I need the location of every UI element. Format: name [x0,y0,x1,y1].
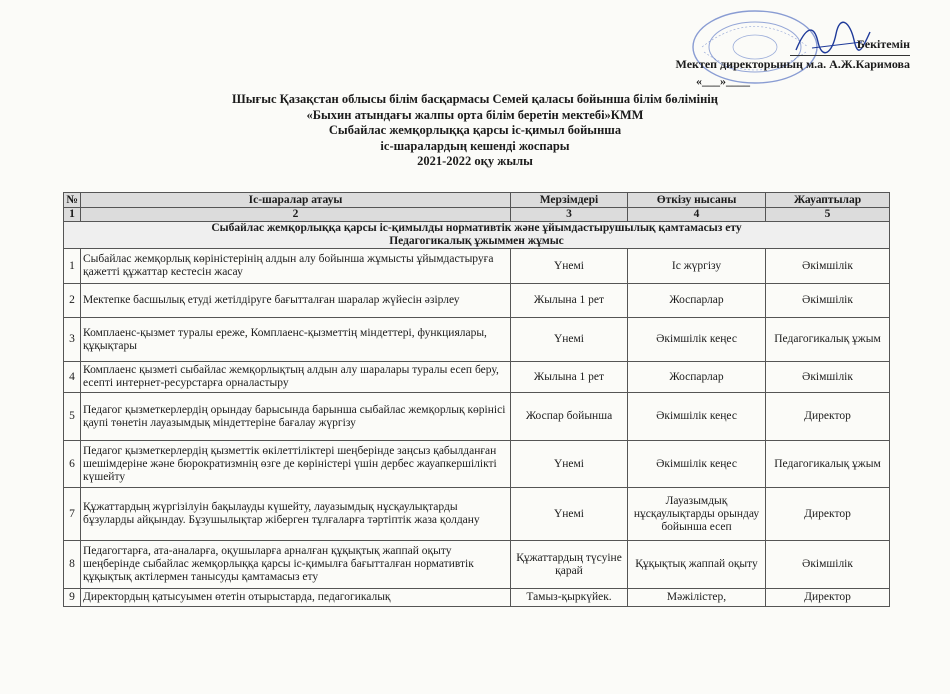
col-header-number: № [64,193,81,208]
row-number: 3 [64,318,81,362]
row-term: Құжаттардың түсуіне қарай [511,541,628,589]
col-number: 5 [766,208,890,222]
title-line-3: Сыбайлас жемқорлыққа қарсы іс-қимыл бойынша [328,123,622,137]
plan-table [63,192,890,607]
col-number: 1 [64,208,81,222]
title-line-5: 2021-2022 оқу жылы [417,154,533,168]
row-responsible: Әкімшілік [766,362,890,393]
document-title [0,92,950,170]
row-number: 8 [64,541,81,589]
approval-block [620,36,910,90]
row-activity: Мектепке басшылық етуді жетілдіруге бағытталған шаралар жүйесін әзірлеу [81,284,511,318]
table-row [64,488,890,541]
row-form: Лауазымдық нұсқаулықтарды орындау бойынша есеп [628,488,766,541]
row-responsible: Педагогикалық ұжым [766,441,890,488]
table-row [64,318,890,362]
row-responsible: Әкімшілік [766,249,890,284]
row-term: Үнемі [511,441,628,488]
table-row [64,249,890,284]
row-form: Жоспарлар [628,284,766,318]
table-row [64,441,890,488]
row-term: Үнемі [511,318,628,362]
row-responsible: Әкімшілік [766,541,890,589]
table-row [64,362,890,393]
row-term: Үнемі [511,249,628,284]
row-activity: Сыбайлас жемқорлық көріністерінің алдын алу бойынша жұмысты ұйымдастыруға қажетті құжаттар кестесін жасау [81,249,511,284]
section-heading [64,222,890,249]
row-number: 5 [64,393,81,441]
approval-director: Мектеп директорының м.а. А.Ж.Каримова [675,57,910,71]
col-number: 4 [628,208,766,222]
row-number: 9 [64,589,81,607]
col-header-form: Өткізу нысаны [628,193,766,208]
title-line-2: «Быхин атындағы жалпы орта білім беретін мектебі»КММ [306,107,644,122]
title-line-1: Шығыс Қазақстан облысы білім басқармасы Семей қаласы бойынша білім бөлімінің [232,92,718,106]
table-row [64,541,890,589]
row-responsible: Директор [766,589,890,607]
approval-label: Бекітемін [856,37,910,51]
row-responsible: Директор [766,393,890,441]
row-activity: Педагог қызметкерлердің орындау барысында барынша сыбайлас жемқорлық көрінісі қаупі төнетін лауазымдық міндеттеріне бағалау жүргізу [81,393,511,441]
section-title: Сыбайлас жемқорлыққа қарсы іс-қимылды нормативтік және ұйымдастырушылық қамтамасыз ету [211,222,742,234]
row-number: 7 [64,488,81,541]
table-row [64,284,890,318]
row-responsible: Әкімшілік [766,284,890,318]
col-number: 2 [81,208,511,222]
col-header-name: Іс-шаралар атауы [81,193,511,208]
row-number: 6 [64,441,81,488]
row-number: 1 [64,249,81,284]
section-row [64,222,890,249]
row-term: Жоспар бойынша [511,393,628,441]
col-header-responsible: Жауаптылар [766,193,890,208]
row-activity: Педагог қызметкерлердің қызметтік өкілеттіліктері шеңберінде заңсыз қабылданған шешімдеріне және бюрократизмнің өзге де көріністері үшін дербес жауапкершілікті күшейту [81,441,511,488]
row-activity: Комплаенс қызметі сыбайлас жемқорлықтың алдын алу шаралары туралы есеп беру, есепті интернет-ресурстарға орналастыру [81,362,511,393]
table-row [64,589,890,607]
row-activity: Комплаенс-қызмет туралы ереже, Комплаенс-қызметтің міндеттері, функциялары, құқықтары [81,318,511,362]
row-number: 4 [64,362,81,393]
row-form: Әкімшілік кеңес [628,318,766,362]
row-form: Әкімшілік кеңес [628,393,766,441]
section-subtitle: Педагогикалық ұжыммен жұмыс [389,235,564,247]
row-form: Мәжілістер, [628,589,766,607]
row-form: Іс жүргізу [628,249,766,284]
col-number: 3 [511,208,628,222]
row-form: Жоспарлар [628,362,766,393]
approval-date: «___»____ [696,74,750,88]
col-header-term: Мерзімдері [511,193,628,208]
row-number: 2 [64,284,81,318]
row-term: Жылына 1 рет [511,362,628,393]
row-responsible: Педагогикалық ұжым [766,318,890,362]
row-activity: Педагогтарға, ата-аналарға, оқушыларға арналған құқықтық жаппай оқыту шеңберінде сыбайлас жемқорлыққа қарсы іс-қимылға бағытталған нормативтік құқықтық актілермен танысуды қамтамасыз ету [81,541,511,589]
column-number-row [64,208,890,222]
table-row [64,393,890,441]
row-form: Әкімшілік кеңес [628,441,766,488]
row-term: Үнемі [511,488,628,541]
row-form: Құқықтық жаппай оқыту [628,541,766,589]
row-responsible: Директор [766,488,890,541]
row-term: Тамыз-қыркүйек. [511,589,628,607]
header-row [64,193,890,208]
row-term: Жылына 1 рет [511,284,628,318]
title-line-4: іс-шаралардың кешенді жоспары [380,138,570,153]
row-activity: Құжаттардың жүргізілуін бақылауды күшейту, лауазымдық нұсқаулықтарды бұзуларды айқындау. Бұзушылықтар жіберген тұлғаларға тәртіптік жаза қолдану [81,488,511,541]
row-activity: Директордың қатысуымен өтетін отырыстарда, педагогикалық [81,589,511,607]
